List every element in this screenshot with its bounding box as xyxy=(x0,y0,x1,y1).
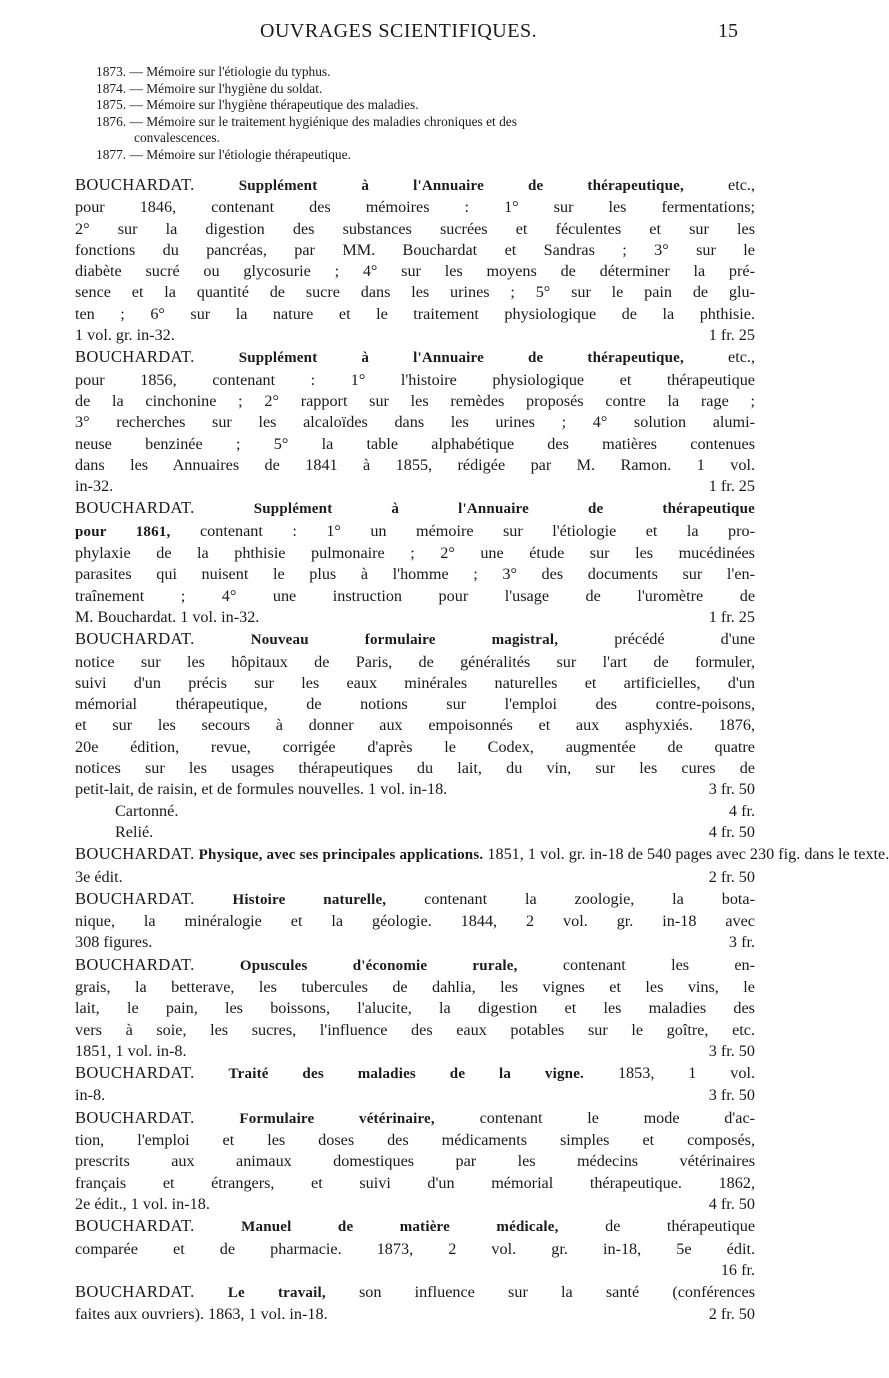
entry-line: fonctions du pancréas, par MM. Bouchardat et Sandras ; 3° sur le xyxy=(75,240,755,259)
memoir-line: convalescences. xyxy=(134,130,220,146)
entry-text: etc., xyxy=(728,176,755,194)
author-name: BOUCHARDAT. xyxy=(75,954,195,974)
work-title: Formulaire vétérinaire, xyxy=(239,1110,435,1127)
work-title: Nouveau formulaire magistral, xyxy=(250,632,559,649)
author-name: BOUCHARDAT. xyxy=(75,1063,195,1083)
memoir-line: 1874. — Mémoire sur l'hygiène du soldat. xyxy=(96,80,323,96)
price: 4 fr. 50 xyxy=(708,1194,755,1213)
price: 4 fr. xyxy=(728,801,755,820)
entry-first-line xyxy=(75,497,755,520)
entry-text: précédé d'une xyxy=(614,630,756,649)
page-header xyxy=(0,20,800,50)
memoir-line: 1875. — Mémoire sur l'hygiène thérapeutique des maladies. xyxy=(96,97,419,113)
entry-text: contenant la zoologie, la bota- xyxy=(424,889,756,908)
entry-text: in-8. xyxy=(75,1086,106,1105)
work-title-continued: pour 1861, xyxy=(75,523,171,540)
entry-line: de la cinchonine ; 2° rapport sur les remèdes proposés contre la rage ; xyxy=(75,391,755,410)
running-title: OUVRAGES SCIENTIFIQUES. xyxy=(260,20,538,42)
entry-text: contenant le mode d'ac- xyxy=(479,1108,756,1127)
work-title: Manuel de matière médicale, xyxy=(241,1219,559,1236)
entry-first-line xyxy=(75,1215,755,1238)
memoir-line: 1876. — Mémoire sur le traitement hygiénique des maladies chroniques et des xyxy=(96,113,517,129)
author-name: BOUCHARDAT. xyxy=(75,347,195,367)
entry-line: suivi d'un précis sur les eaux minérales naturelles et artificielles, d'un xyxy=(75,673,755,692)
entry-line: 20e édition, revue, corrigée d'après le Codex, augmentée de quatre xyxy=(75,737,755,756)
author-name: BOUCHARDAT. xyxy=(75,1107,195,1127)
memoir-line: 1873. — Mémoire sur l'étiologie du typhus. xyxy=(96,64,331,79)
entry-first-line xyxy=(75,1062,755,1085)
bibliography-entry xyxy=(75,174,755,346)
price: 3 fr. 50 xyxy=(708,780,755,799)
entry-line: neuse benzinée ; 5° la table alphabétique des matières contenues xyxy=(75,434,755,453)
entry-last-line xyxy=(75,325,755,346)
price: 3 fr. 50 xyxy=(708,1086,755,1105)
author-name: BOUCHARDAT. xyxy=(75,1216,195,1236)
work-title: Histoire naturelle, xyxy=(232,891,387,908)
entry-line: et sur les secours à donner aux empoisonnés et aux asphyxiés. 1876, xyxy=(75,716,755,735)
entry-line xyxy=(75,521,755,543)
memoir-line: 1877. — Mémoire sur l'étiologie thérapeutique. xyxy=(96,146,351,162)
bibliography-entry xyxy=(75,1215,755,1281)
work-title: Traité des maladies de la vigne. xyxy=(228,1066,585,1083)
entry-text: M. Bouchardat. 1 vol. in-32. xyxy=(75,607,260,626)
entry-first-line xyxy=(75,1281,755,1304)
entry-last-line xyxy=(75,932,755,953)
entry-line: tion, l'emploi et les doses des médicaments simples et composés, xyxy=(75,1131,755,1150)
entry-line: notices sur les usages thérapeutiques du lait, du vin, sur les cures de xyxy=(75,759,755,778)
entry-line: sence et la quantité de sucre dans les urines ; 5° sur le pain de glu- xyxy=(75,283,755,302)
entry-line: traînement ; 4° une instruction pour l'usage de l'uromètre de xyxy=(75,586,755,605)
entry-line: vers à soie, les sucres, l'influence des eaux potables sur le goître, etc. xyxy=(75,1020,755,1039)
entry-line: mémorial thérapeutique, de notions sur l'emploi des contre-poisons, xyxy=(75,695,755,714)
entry-line: ten ; 6° sur la nature et le traitement physiologique de la phthisie. xyxy=(75,304,755,323)
price: 2 fr. 50 xyxy=(708,867,755,886)
entry-last-line xyxy=(75,867,755,888)
entry-line: 2° sur la digestion des substances sucrées et féculentes et sur les xyxy=(75,219,755,238)
work-title: Le travail, xyxy=(227,1285,326,1302)
binding-label: Relié. xyxy=(115,822,154,841)
entry-text: 1851, 1 vol. gr. in-18 de 540 pages avec 230 fig. dans le texte. xyxy=(487,845,889,864)
entry-first-line xyxy=(75,888,755,911)
author-name: BOUCHARDAT. xyxy=(75,498,195,518)
bibliography-entry xyxy=(75,346,755,497)
price: 3 fr. 50 xyxy=(708,1041,755,1060)
entry-text: contenant : 1° un mémoire sur l'étiologie et la pro- xyxy=(199,521,756,540)
entry-first-line xyxy=(75,843,889,866)
entry-first-line xyxy=(75,174,755,197)
entry-line: nique, la minéralogie et la géologie. 1844, 2 vol. gr. in-18 avec xyxy=(75,912,755,931)
price: 16 fr. xyxy=(720,1260,755,1279)
entry-first-line xyxy=(75,628,755,651)
bibliography-list xyxy=(75,174,889,1326)
binding-label: Cartonné. xyxy=(115,801,179,820)
entry-text: son influence sur la santé (conférences xyxy=(358,1283,755,1302)
entry-last-line xyxy=(75,476,755,497)
entry-text: 2e édit., 1 vol. in-18. xyxy=(75,1194,210,1213)
bibliography-entry xyxy=(75,1062,755,1107)
entry-text: etc., xyxy=(728,348,755,367)
author-name: BOUCHARDAT. xyxy=(75,629,195,649)
entry-line: pour 1846, contenant des mémoires : 1° sur les fermentations; xyxy=(75,198,755,217)
work-title: Supplément à l'Annuaire de thérapeutique xyxy=(253,501,755,518)
entry-text: 1853, 1 vol. xyxy=(617,1064,756,1083)
author-name: BOUCHARDAT. xyxy=(75,844,195,864)
work-title: Opuscules d'économie rurale, xyxy=(239,957,518,974)
entry-line: prescrits aux animaux domestiques par les médecins vétérinaires xyxy=(75,1152,755,1171)
bibliography-entry xyxy=(75,1107,755,1215)
bibliography-entry xyxy=(75,843,889,888)
entry-text: 3e édit. xyxy=(75,867,123,886)
work-title: Supplément à l'Annuaire de thérapeutique, xyxy=(238,350,684,367)
bibliography-entry xyxy=(75,628,755,843)
price: 1 fr. 25 xyxy=(708,477,755,496)
entry-line: diabète sucré ou glycosurie ; 4° sur les moyens de déterminer la pré- xyxy=(75,262,755,281)
bibliography-entry xyxy=(75,954,755,1062)
entry-line: français et étrangers, et suivi d'un mémorial thérapeutique. 1862, xyxy=(75,1173,755,1192)
entry-last-line xyxy=(75,1085,755,1106)
entry-text: in-32. xyxy=(75,477,114,496)
entry-line: grais, la betterave, les tubercules de dahlia, les vignes et les vins, le xyxy=(75,977,755,996)
entry-line: phylaxie de la phthisie pulmonaire ; 2° une étude sur les mucédinées xyxy=(75,544,755,563)
price: 4 fr. 50 xyxy=(708,822,755,841)
memoir-list xyxy=(96,64,776,164)
price: 2 fr. 50 xyxy=(708,1305,755,1324)
bibliography-entry xyxy=(75,1281,755,1326)
bibliography-entry xyxy=(75,497,755,628)
work-title: Supplément à l'Annuaire de thérapeutique, xyxy=(238,178,684,194)
entry-text: de thérapeutique xyxy=(605,1217,756,1236)
binding-line xyxy=(75,822,755,843)
author-name: BOUCHARDAT. xyxy=(75,1282,195,1302)
entry-last-line xyxy=(75,1260,755,1281)
entry-last-line xyxy=(75,607,755,628)
bibliography-entry xyxy=(75,888,755,954)
entry-line: 3° recherches sur les alcaloïdes dans les urines ; 4° solution alumi- xyxy=(75,413,755,432)
price: 1 fr. 25 xyxy=(708,326,755,345)
entry-last-line xyxy=(75,1041,755,1062)
entry-last-line xyxy=(75,779,755,800)
entry-line: dans les Annuaires de 1841 à 1855, rédigée par M. Ramon. 1 vol. xyxy=(75,455,755,474)
entry-line: parasites qui nuisent le plus à l'homme ; 3° des documents sur l'en- xyxy=(75,565,755,584)
entry-line: pour 1856, contenant : 1° l'histoire physiologique et thérapeutique xyxy=(75,370,755,389)
entry-first-line xyxy=(75,346,755,369)
entry-first-line xyxy=(75,954,755,977)
entry-last-line xyxy=(75,1194,755,1215)
entry-text: faites aux ouvriers). 1863, 1 vol. in-18. xyxy=(75,1305,328,1324)
page-number: 15 xyxy=(718,20,738,42)
binding-line xyxy=(75,801,755,822)
entry-text: contenant les en- xyxy=(562,955,756,974)
author-name: BOUCHARDAT. xyxy=(75,175,195,194)
entry-text: 1 vol. gr. in-32. xyxy=(75,326,175,345)
entry-text: 308 figures. xyxy=(75,933,153,952)
entry-line: comparée et de pharmacie. 1873, 2 vol. gr. in-18, 5e édit. xyxy=(75,1239,755,1258)
entry-text: petit-lait, de raisin, et de formules nouvelles. 1 vol. in-18. xyxy=(75,780,448,799)
entry-line: lait, le pain, les boissons, l'alucite, la digestion et les maladies des xyxy=(75,999,755,1018)
author-name: BOUCHARDAT. xyxy=(75,888,195,908)
entry-last-line xyxy=(75,1304,755,1325)
work-title: Physique, avec ses principales applications. xyxy=(198,847,484,864)
entry-text: 1851, 1 vol. in-8. xyxy=(75,1041,187,1060)
price: 1 fr. 25 xyxy=(708,607,755,626)
entry-line: notice sur les hôpitaux de Paris, de généralités sur l'art de formuler, xyxy=(75,652,755,671)
entry-first-line xyxy=(75,1107,755,1130)
price: 3 fr. xyxy=(728,933,755,952)
